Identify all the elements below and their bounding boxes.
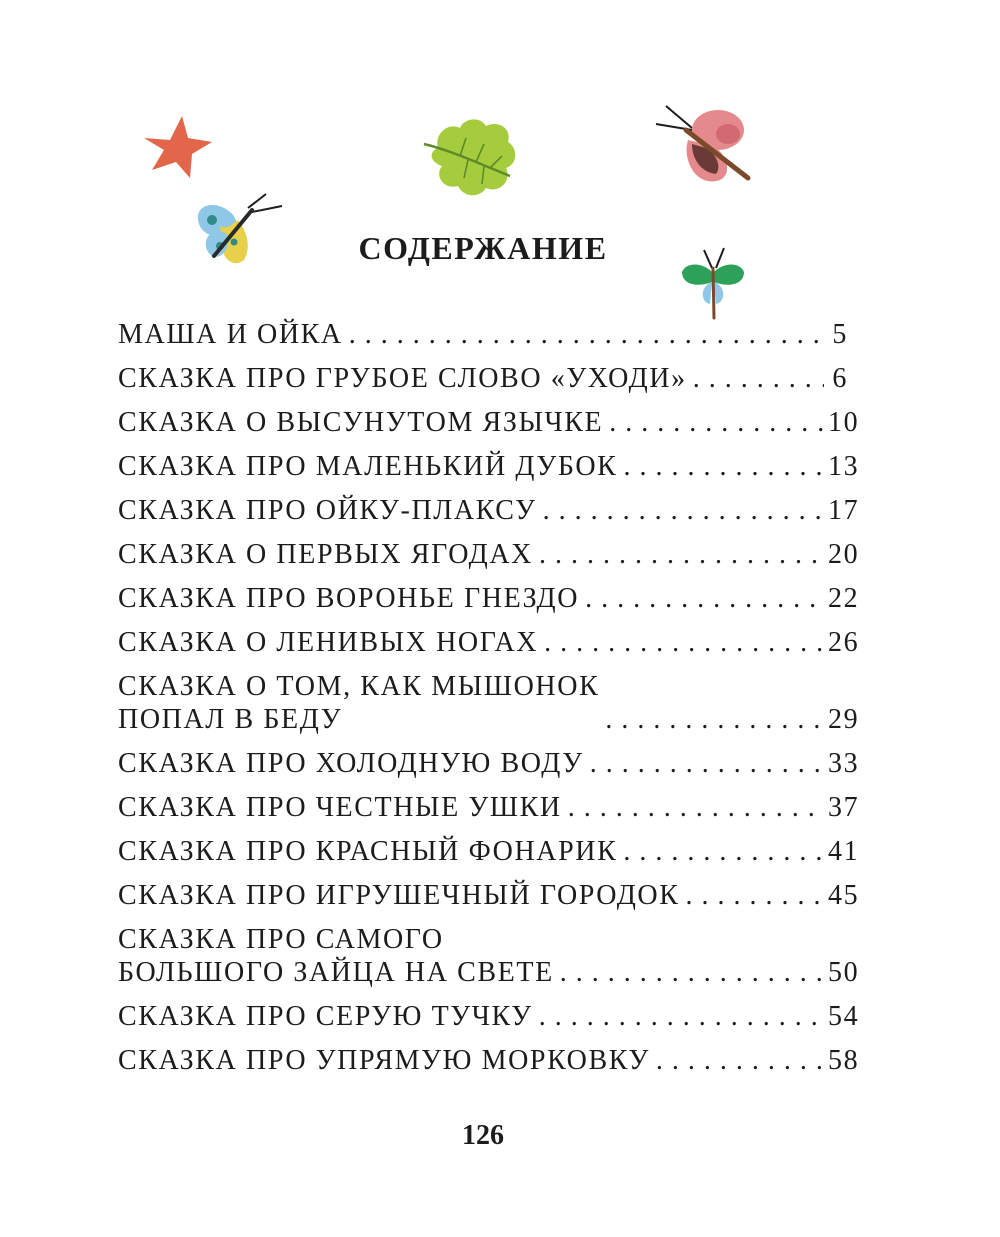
toc-entry-page: 13 bbox=[828, 451, 860, 482]
toc-entry-title bbox=[118, 835, 617, 868]
toc-entry[interactable] bbox=[118, 362, 848, 395]
toc-entry-title-line: СКАЗКА ПРО САМОГО bbox=[118, 924, 444, 955]
toc-entry-title bbox=[118, 791, 562, 824]
toc-entry[interactable] bbox=[118, 791, 860, 824]
toc-entry[interactable] bbox=[118, 879, 860, 912]
toc-entry-title-line: СКАЗКА ПРО ВОРОНЬЕ ГНЕЗДО bbox=[118, 583, 580, 614]
toc-entry-page: 54 bbox=[828, 1001, 860, 1032]
page-number: 126 bbox=[462, 1120, 504, 1151]
toc-entry[interactable] bbox=[118, 626, 860, 659]
dot-leader bbox=[623, 835, 824, 868]
toc-entry-page: 26 bbox=[828, 627, 860, 658]
toc-entry-title-line: СКАЗКА ПРО УПРЯМУЮ МОРКОВКУ bbox=[118, 1045, 650, 1076]
toc-entry-title bbox=[118, 879, 680, 912]
toc-entry-title-line: СКАЗКА ПРО КРАСНЫЙ ФОНАРИК bbox=[118, 836, 618, 867]
toc-entry[interactable] bbox=[118, 450, 860, 483]
toc-entry-title bbox=[118, 1000, 533, 1033]
dot-leader bbox=[539, 1000, 824, 1033]
dot-leader bbox=[543, 494, 824, 527]
toc-entry-page: 33 bbox=[828, 748, 860, 779]
dot-leader bbox=[568, 791, 824, 824]
toc-entry-page: 37 bbox=[828, 792, 860, 823]
dot-leader bbox=[590, 747, 824, 780]
toc-entry-title-line: СКАЗКА ПРО ИГРУШЕЧНЫЙ ГОРОДОК bbox=[118, 880, 680, 911]
dot-leader bbox=[693, 362, 824, 395]
toc-entry[interactable] bbox=[118, 582, 860, 615]
toc-entry-page: 29 bbox=[828, 704, 860, 735]
toc-entry-page: 22 bbox=[828, 583, 860, 614]
toc-entry-page: 17 bbox=[828, 495, 860, 526]
toc-entry[interactable] bbox=[118, 318, 848, 351]
toc-entry-title-line: ПОПАЛ В БЕДУ bbox=[118, 704, 343, 735]
toc-entry-title bbox=[118, 538, 533, 571]
table-of-contents bbox=[118, 318, 860, 1088]
toc-entry-title-line: СКАЗКА ПРО ЧЕСТНЫЕ УШКИ bbox=[118, 792, 562, 823]
dot-leader bbox=[539, 538, 824, 571]
toc-entry[interactable] bbox=[118, 670, 860, 736]
toc-entry-page: 58 bbox=[828, 1045, 860, 1076]
red-star-icon bbox=[138, 112, 214, 182]
dot-leader bbox=[585, 582, 824, 615]
dot-leader bbox=[656, 1044, 824, 1077]
contents-heading: СОДЕРЖАНИЕ bbox=[358, 230, 608, 266]
toc-entry-title bbox=[118, 923, 554, 989]
toc-entry-page: 5 bbox=[832, 319, 848, 350]
toc-entry[interactable] bbox=[118, 747, 860, 780]
toc-entry-title bbox=[118, 582, 579, 615]
toc-entry[interactable] bbox=[118, 538, 860, 571]
dot-leader bbox=[544, 626, 824, 659]
toc-entry[interactable] bbox=[118, 1044, 860, 1077]
toc-entry-title-line: СКАЗКА О ВЫСУНУТОМ ЯЗЫЧКЕ bbox=[118, 407, 604, 438]
toc-entry-title-line: СКАЗКА О ПЕРВЫХ ЯГОДАХ bbox=[118, 539, 533, 570]
toc-entry-title-line: МАША И ОЙКА bbox=[118, 319, 343, 350]
toc-entry-title bbox=[118, 450, 617, 483]
toc-entry-title bbox=[118, 494, 537, 527]
toc-entry-page: 20 bbox=[828, 539, 860, 570]
toc-entry-title bbox=[118, 362, 687, 395]
toc-entry[interactable] bbox=[118, 835, 860, 868]
dot-leader bbox=[605, 703, 824, 736]
green-leaf-icon bbox=[420, 114, 524, 198]
toc-entry-page: 45 bbox=[828, 880, 860, 911]
toc-entry-title-line: СКАЗКА ПРО ГРУБОЕ СЛОВО «УХОДИ» bbox=[118, 363, 687, 394]
toc-entry[interactable] bbox=[118, 923, 860, 989]
dot-leader bbox=[686, 879, 824, 912]
toc-entry-page: 6 bbox=[832, 363, 848, 394]
toc-entry-title bbox=[118, 1044, 650, 1077]
toc-entry[interactable] bbox=[118, 494, 860, 527]
toc-entry-title bbox=[118, 747, 584, 780]
toc-entry[interactable] bbox=[118, 1000, 860, 1033]
toc-entry-title-line: СКАЗКА ПРО СЕРУЮ ТУЧКУ bbox=[118, 1001, 533, 1032]
toc-entry-title-line: СКАЗКА ПРО МАЛЕНЬКИЙ ДУБОК bbox=[118, 451, 618, 482]
toc-entry-title bbox=[118, 670, 599, 736]
toc-entry-title-line: СКАЗКА О ТОМ, КАК МЫШОНОК bbox=[118, 671, 600, 702]
toc-entry-title-line: СКАЗКА ПРО ОЙКУ-ПЛАКСУ bbox=[118, 495, 537, 526]
toc-entry-page: 10 bbox=[828, 407, 860, 438]
toc-entry-title bbox=[118, 626, 538, 659]
toc-entry-title-line: БОЛЬШОГО ЗАЙЦА НА СВЕТЕ bbox=[118, 957, 554, 988]
dot-leader bbox=[349, 318, 824, 351]
dot-leader bbox=[623, 450, 824, 483]
toc-entry-page: 50 bbox=[828, 957, 860, 988]
toc-entry-title-line: СКАЗКА О ЛЕНИВЫХ НОГАХ bbox=[118, 627, 539, 658]
toc-entry-title bbox=[118, 318, 343, 351]
dot-leader bbox=[609, 406, 824, 439]
toc-entry-title bbox=[118, 406, 603, 439]
toc-entry-page: 41 bbox=[828, 836, 860, 867]
dot-leader bbox=[560, 956, 824, 989]
toc-entry-title-line: СКАЗКА ПРО ХОЛОДНУЮ ВОДУ bbox=[118, 748, 584, 779]
pink-moth-icon bbox=[652, 100, 752, 190]
toc-entry[interactable] bbox=[118, 406, 860, 439]
